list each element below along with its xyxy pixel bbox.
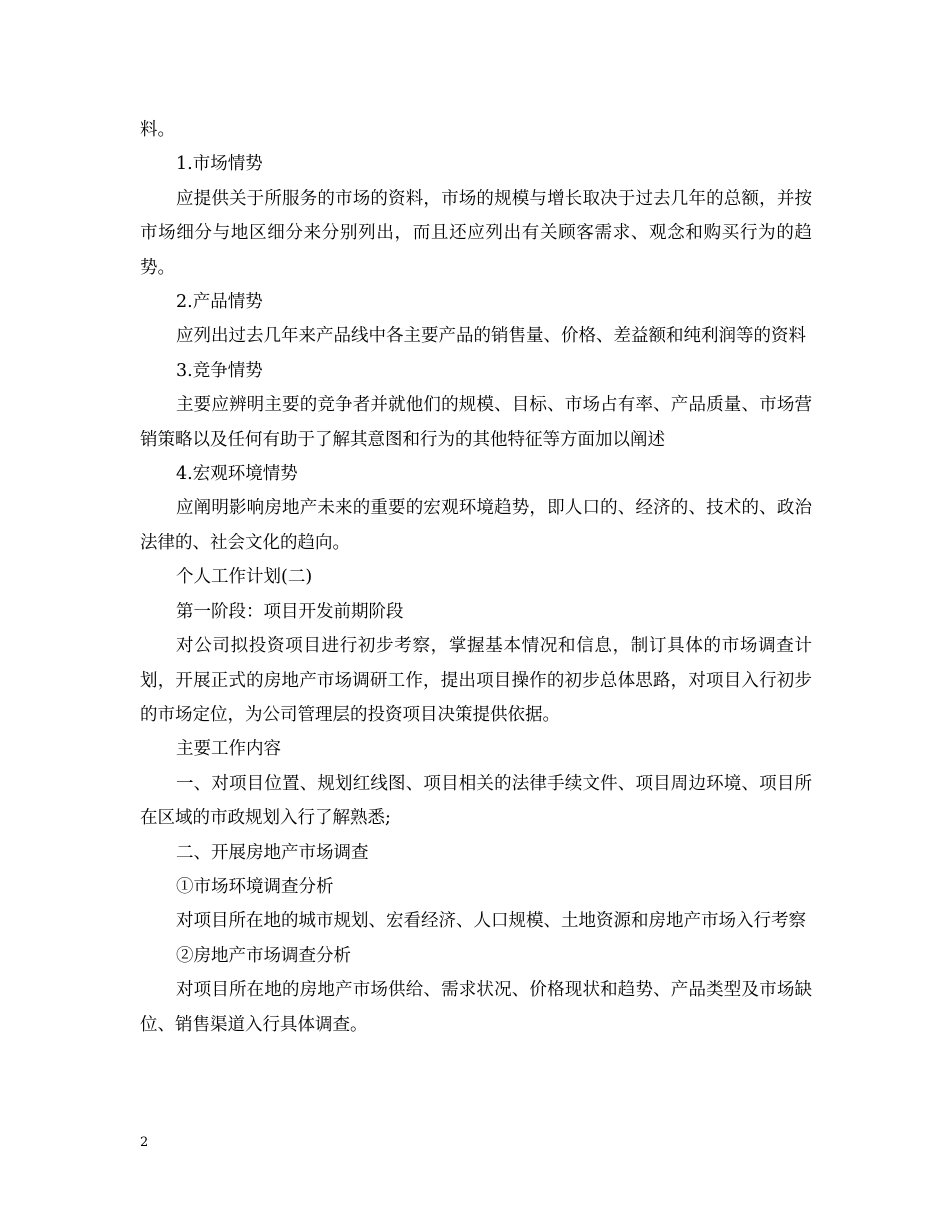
document-body: [140, 113, 812, 1042]
list-item: ②房地产市场调查分析: [176, 945, 351, 966]
paragraph: 主要应辨明主要的竞争者并就他们的规模、目标、市场占有率、产品质量、市场营销策略以及任何有助于了解其意图和行为的其他特征等方面加以阐述: [140, 395, 812, 450]
page-number: 2: [140, 1135, 149, 1150]
paragraph: 应阐明影响房地产未来的重要的宏观环境趋势，即人口的、经济的、技术的、政治法律的、社会文化的趋向。: [140, 498, 812, 553]
paragraph: 应列出过去几年来产品线中各主要产品的销售量、价格、差益额和纯利润等的资料: [176, 326, 806, 347]
section-heading-macro: 4.宏观环境情势: [176, 464, 298, 485]
section-heading-market: 1.市场情势: [176, 154, 263, 175]
document-subtitle: 个人工作计划(二): [176, 567, 313, 588]
paragraph: 一、对项目位置、规划红线图、项目相关的法律手续文件、项目周边环境、项目所在区域的市政规划入行了解熟悉;: [140, 773, 812, 829]
stage-heading: 第一阶段：项目开发前期阶段: [176, 601, 404, 622]
paragraph: 对公司拟投资项目进行初步考察，掌握基本情况和信息，制订具体的市场调查计划，开展正式的房地产市场调研工作，提出项目操作的初步总体思路，对项目入行初步的市场定位，为公司管理层的投资项目决策提供依据。: [140, 636, 812, 725]
paragraph: 料。: [140, 120, 175, 140]
section-heading-competition: 3.竞争情势: [176, 360, 263, 381]
paragraph: 应提供关于所服务的市场的资料，市场的规模与增长取决于过去几年的总额，并按市场细分与地区细分来分别列出，而且还应列出有关顾客需求、观念和购买行为的趋势。: [140, 188, 812, 278]
section-heading-product: 2.产品情势: [176, 292, 263, 313]
work-content-heading: 主要工作内容: [176, 739, 281, 760]
paragraph: 对项目所在地的城市规划、宏看经济、人口规模、土地资源和房地产市场入行考察: [176, 911, 806, 932]
paragraph: 对项目所在地的房地产市场供给、需求状况、价格现状和趋势、产品类型及市场缺位、销售渠道入行具体调查。: [140, 980, 812, 1035]
list-item: ①市场环境调查分析: [176, 876, 334, 897]
list-item: 二、开展房地产市场调查: [176, 842, 369, 863]
